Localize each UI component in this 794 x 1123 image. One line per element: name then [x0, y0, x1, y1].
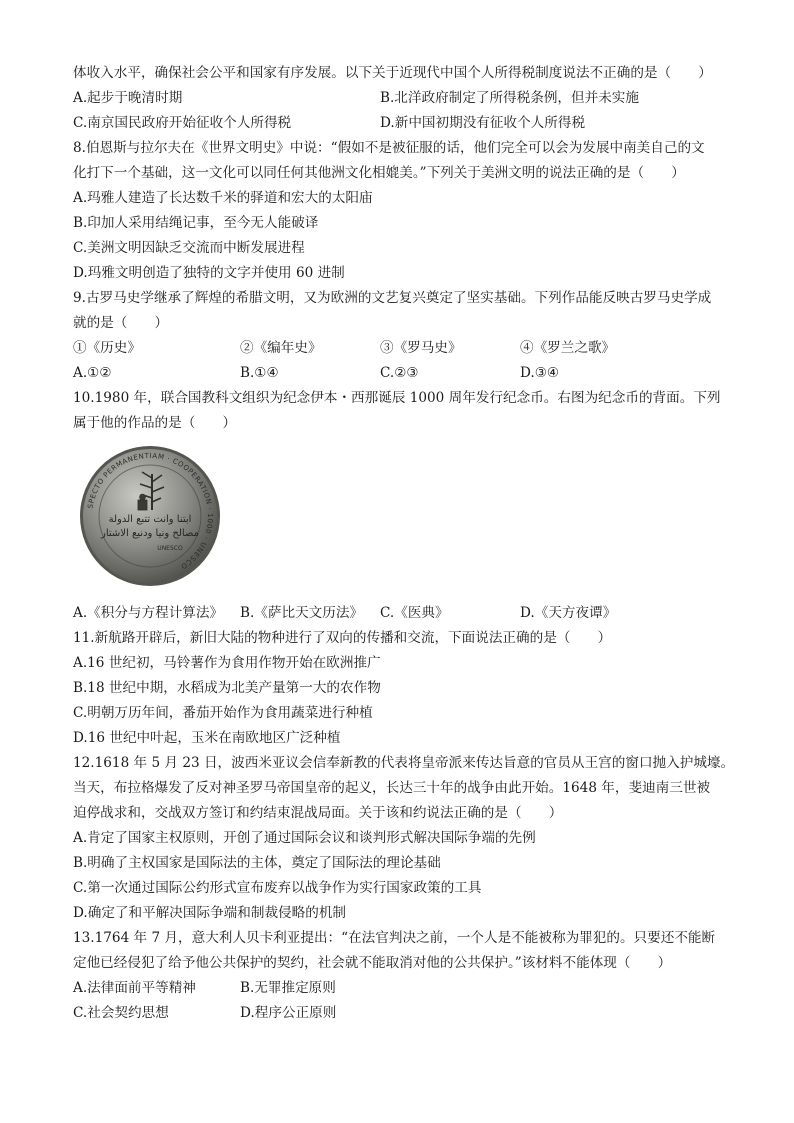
coin-base-text: UNESCO [157, 545, 183, 552]
q12-option-d[interactable]: D.确定了和平解决国际争端和制裁侵略的机制 [73, 905, 347, 921]
coin-svg [78, 444, 222, 588]
q13-option-b[interactable]: B.无罪推定原则 [240, 980, 336, 996]
q9-option-a[interactable]: A.①② [73, 365, 112, 381]
q9-work-3: ③《罗马史》 [380, 340, 462, 356]
q7-option-c[interactable]: C.南京国民政府开始征收个人所得税 [73, 115, 292, 131]
q9-option-c[interactable]: C.②③ [380, 365, 419, 381]
q12-option-c[interactable]: C.第一次通过国际公约形式宣布废弃以战争作为实行国家政策的工具 [73, 880, 482, 896]
coin-inscription-line-2: مصالح ونيا ودنيع الاشتار [101, 528, 199, 539]
q13-option-d[interactable]: D.程序公正原则 [240, 1005, 337, 1021]
q7-option-a[interactable]: A.起步于晚清时期 [73, 90, 183, 106]
q7-option-b[interactable]: B.北洋政府制定了所得税条例，但并未实施 [380, 90, 639, 106]
q8-option-d[interactable]: D.玛雅文明创造了独特的文字并使用 60 进制 [73, 265, 345, 281]
q9-option-b[interactable]: B.①④ [240, 365, 279, 381]
q10-option-b[interactable]: B.《萨比天文历法》 [240, 605, 364, 621]
q9-stem-line-1: 9.古罗马史学继承了辉煌的希腊文明，又为欧洲的文艺复兴奠定了坚实基础。下列作品能反映古罗马史学成 [73, 290, 712, 306]
q13-stem-line-1: 13.1764 年 7 月，意大利人贝卡利亚提出：“在法官判决之前，一个人是不能被称为罪犯的。只要还不能断 [73, 930, 716, 946]
q10-stem-line-1: 10.1980 年，联合国教科文组织为纪念伊本・西那诞辰 1000 周年发行纪念币。右图为纪念币的背面。下列 [73, 390, 721, 406]
q9-option-d[interactable]: D.③④ [520, 365, 560, 381]
q12-stem-line-2: 当天，布拉格爆发了反对神圣罗马帝国皇帝的起义，长达三十年的战争由此开始。1648 年，斐迪南三世被 [73, 780, 711, 796]
q8-stem-line-2: 化打下一个基础，这一文化可以同任何其他洲文化相媲美。”下列关于美洲文明的说法正确的是（ ） [73, 165, 685, 181]
q9-work-4: ④《罗兰之歌》 [520, 340, 616, 356]
q12-stem-line-1: 12.1618 年 5 月 23 日，波西米亚议会信奉新教的代表将皇帝派来传达旨意的官员从王宫的窗口抛入护城壕。 [73, 755, 735, 771]
q9-stem-line-2: 就的是（ ） [73, 315, 169, 331]
commemorative-coin-image [78, 444, 222, 588]
q8-option-c[interactable]: C.美洲文明因缺乏交流而中断发展进程 [73, 240, 305, 256]
q9-work-1: ①《历史》 [73, 340, 141, 356]
q12-option-b[interactable]: B.明确了主权国家是国际法的主体，奠定了国际法的理论基础 [73, 855, 441, 871]
q11-option-b[interactable]: B.18 世纪中期，水稻成为北美产量第一大的农作物 [73, 680, 381, 696]
q12-stem-line-3: 迫停战求和，交战双方签订和约结束混战局面。关于该和约说法正确的是（ ） [73, 805, 563, 821]
q11-option-c[interactable]: C.明朝万历年间，番茄开始作为食用蔬菜进行种植 [73, 705, 373, 721]
q8-option-a[interactable]: A.玛雅人建造了长达数千米的驿道和宏大的太阳庙 [73, 190, 373, 206]
q7-stem: 体收入水平，确保社会公平和国家有序发展。以下关于近现代中国个人所得税制度说法不正确的是（ ） [73, 65, 712, 81]
q10-option-d[interactable]: D.《天方夜谭》 [520, 605, 617, 621]
q12-option-a[interactable]: A.肯定了国家主权原则，开创了通过国际会议和谈判形式解决国际争端的先例 [73, 830, 536, 846]
q11-option-d[interactable]: D.16 世纪中叶起，玉米在南欧地区广泛种植 [73, 730, 341, 746]
q9-work-2: ②《编年史》 [240, 340, 322, 356]
q11-stem: 11.新航路开辟后，新旧大陆的物种进行了双向的传播和交流，下面说法正确的是（ ） [73, 630, 612, 646]
q10-stem-line-2: 属于他的作品的是（ ） [73, 415, 237, 431]
q7-option-d[interactable]: D.新中国初期没有征收个人所得税 [380, 115, 586, 131]
coin-inscription-line-1: ابتنا وانت تتبع الدولة [108, 514, 192, 525]
q13-stem-line-2: 定他已经侵犯了给予他公共保护的契约，社会就不能取消对他的公共保护。”该材料不能体现（ ） [73, 955, 672, 971]
q13-option-c[interactable]: C.社会契约思想 [73, 1005, 169, 1021]
q13-option-a[interactable]: A.法律面前平等精神 [73, 980, 196, 996]
q10-option-a[interactable]: A.《积分与方程计算法》 [73, 605, 224, 621]
q8-stem-line-1: 8.伯恩斯与拉尔夫在《世界文明史》中说：“假如不是被征服的话，他们完全可以会为发展中南美自己的文 [73, 140, 705, 156]
coin-rim-textpath: SPECTO PERMANENTIAM · COOPERATION · 1000 · UNESCO [86, 451, 215, 571]
q8-option-b[interactable]: B.印加人采用结绳记事，至今无人能破译 [73, 215, 319, 231]
q10-option-c[interactable]: C.《医典》 [380, 605, 449, 621]
q11-option-a[interactable]: A.16 世纪初，马铃薯作为食用作物开始在欧洲推广 [73, 655, 381, 671]
